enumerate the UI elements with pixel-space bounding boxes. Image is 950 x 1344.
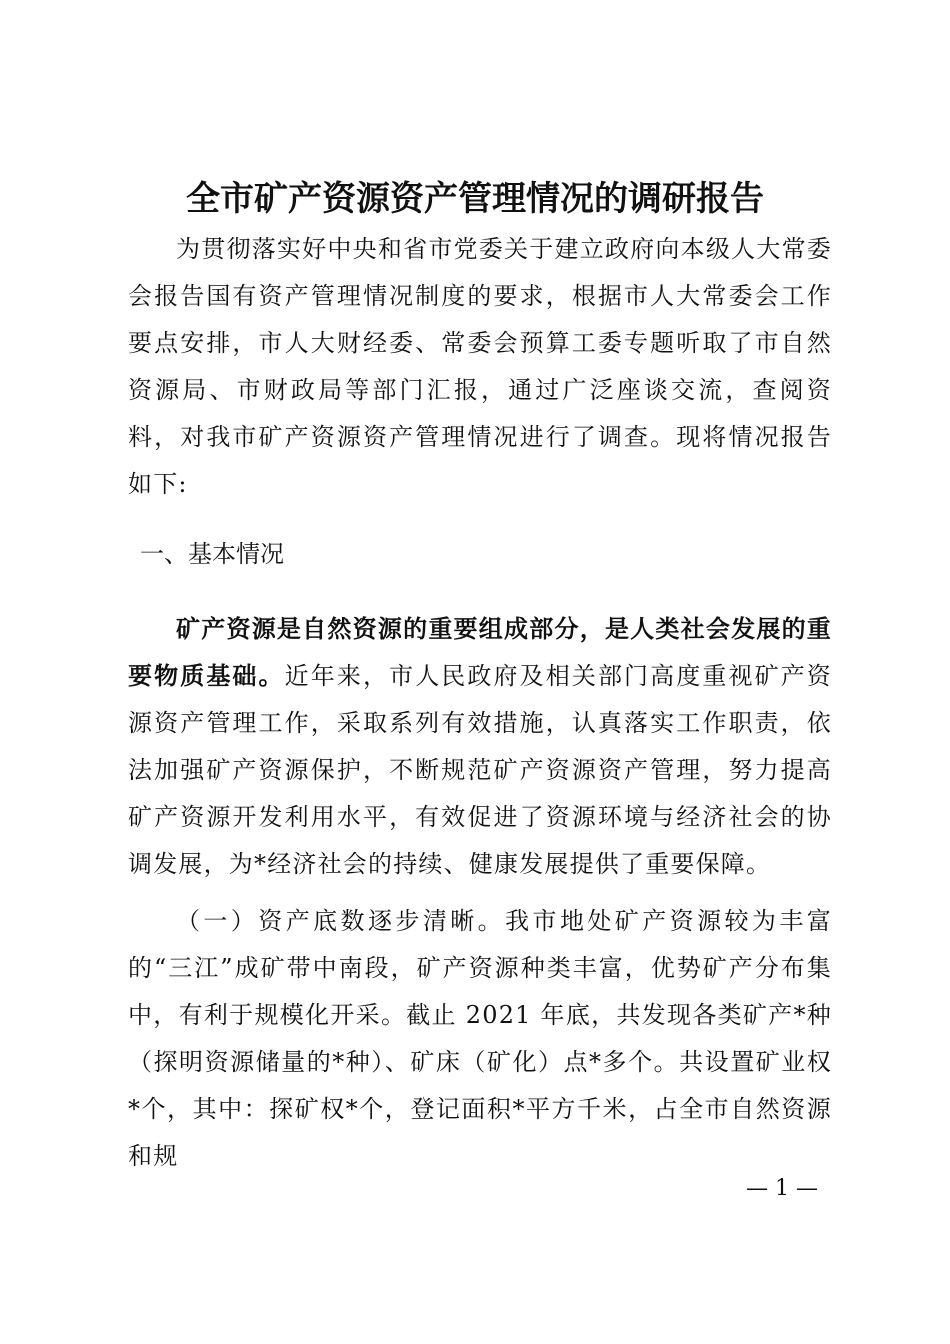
subsection-paragraph: （一）资产底数逐步清晰。我市地处矿产资源较为丰富的“三江”成矿带中南段，矿产资源种类丰富，优势矿产分布集中，有利于规模化开采。截止 2021 年底，共发现各类矿产*种（探明资源储量的*种）、矿床（矿化）点*多个。共设置矿业权*个，其中：探矿权*个，登记面积*平方千米，占全市自然资源和规 <box>128 907 832 1170</box>
basic-lead-sentence: 矿产资源是自然资源的重要组成部分，是人类社会发展的重要物质基础。 <box>128 615 832 690</box>
basic-paragraph <box>128 606 832 888</box>
document-title: 全市矿产资源资产管理情况的调研报告 <box>186 179 764 219</box>
page-number: — 1 — <box>746 1176 818 1201</box>
basic-body-text: 近年来，市人民政府及相关部门高度重视矿产资源资产管理工作，采取系列有效措施，认真落实工作职责，依法加强矿产资源保护，不断规范矿产资源资产管理，努力提高矿产资源开发利用水平，有效促进了资源环境与经济社会的协调发展，为*经济社会的持续、健康发展提供了重要保障。 <box>128 662 833 878</box>
intro-paragraph: 为贯彻落实好中央和省市党委关于建立政府向本级人大常委会报告国有资产管理情况制度的要求，根据市人大常委会工作要点安排，市人大财经委、常委会预算工委专题听取了市自然资源局、市财政局等部门汇报，通过广泛座谈交流，查阅资料，对我市矿产资源资产管理情况进行了调查。现将情况报告如下: <box>128 235 832 498</box>
section-heading-basic: 一、基本情况 <box>140 540 284 568</box>
